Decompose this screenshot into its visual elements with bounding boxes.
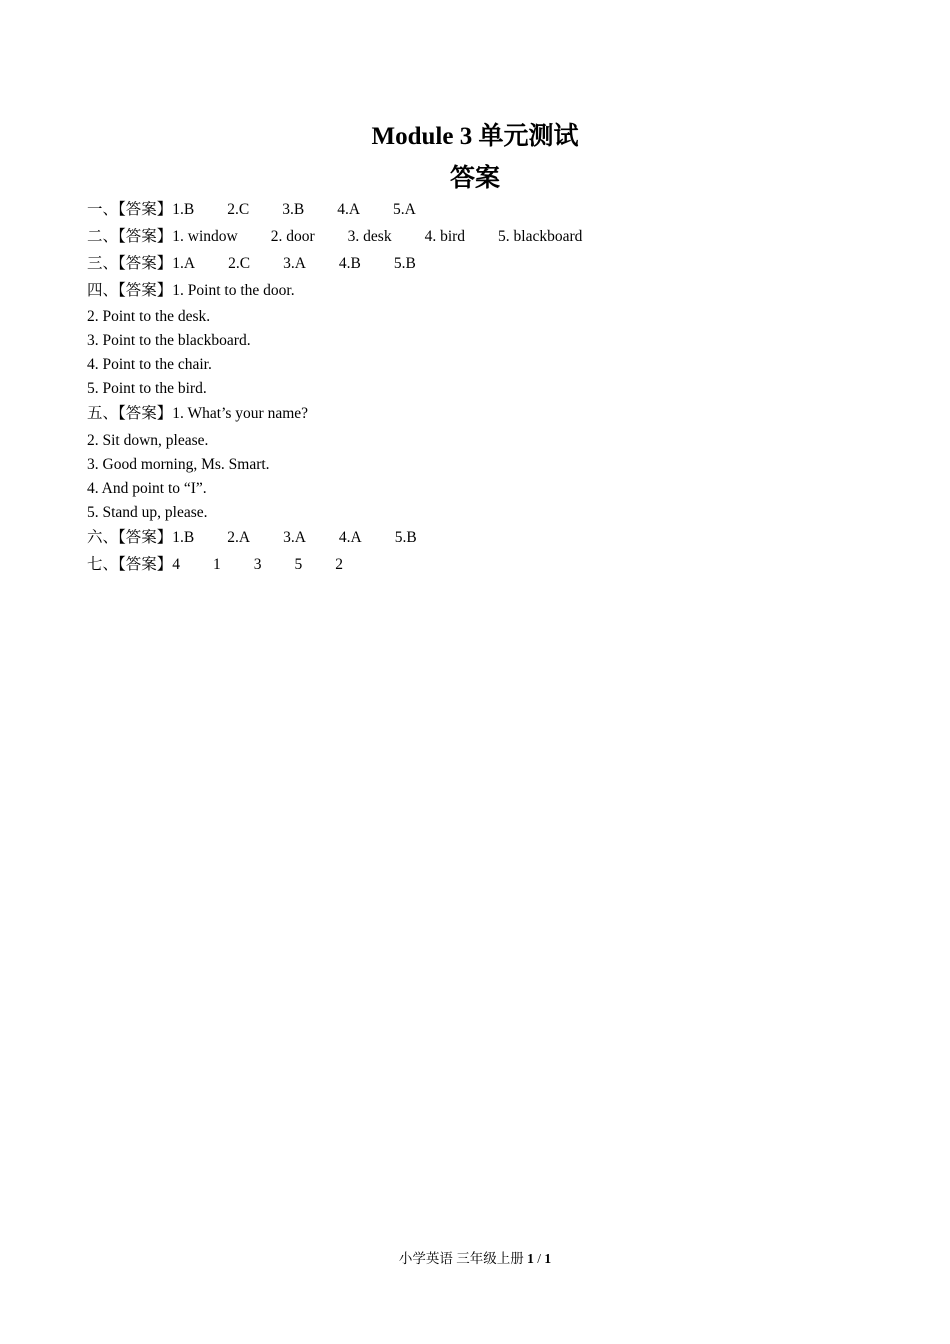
- answer-item: 3.A: [283, 255, 306, 272]
- answer-line: 4. Point to the chair.: [87, 356, 212, 373]
- section-number: 三、: [87, 255, 119, 272]
- answer-label: 【答案】: [118, 201, 173, 218]
- answer-line: 4. And point to “I”.: [87, 480, 207, 497]
- answer-item: 2: [335, 556, 344, 573]
- page-total: 1: [544, 1251, 552, 1266]
- page-footer: [0, 1247, 950, 1267]
- answer-item: 2.C: [227, 201, 250, 218]
- answer-item: 3. desk: [347, 228, 392, 245]
- answer-item: 1.B: [172, 201, 195, 218]
- answer-item: 1. What’s your name?: [172, 405, 309, 422]
- answer-label: 【答案】: [118, 228, 173, 245]
- answer-item: 1: [213, 556, 221, 573]
- answer-item: 5.B: [393, 255, 416, 272]
- answer-item: 4.A: [337, 201, 361, 218]
- answer-item: 1.B: [172, 529, 195, 546]
- page-subtitle: 答案: [449, 165, 500, 192]
- section-number: 一、: [87, 201, 119, 218]
- answer-label: 【答案】: [118, 556, 173, 573]
- answer-section-5: [87, 404, 308, 424]
- answer-line: 5. Stand up, please.: [87, 504, 208, 521]
- answer-item: 5. blackboard: [498, 228, 583, 245]
- answer-item: 5.B: [394, 529, 417, 546]
- answer-line: 2. Point to the desk.: [87, 308, 211, 325]
- answer-section-7: [87, 555, 343, 575]
- section-number: 二、: [87, 228, 119, 245]
- answer-item: 3.A: [283, 529, 306, 546]
- answer-item: 2.A: [227, 529, 251, 546]
- answer-line: 5. Point to the bird.: [87, 380, 207, 397]
- answer-section-1: [87, 200, 416, 220]
- section-number: 四、: [87, 282, 119, 299]
- answer-item: 4.B: [338, 255, 361, 272]
- answer-item: 5.A: [393, 201, 416, 218]
- page-title: Module 3 单元测试: [371, 123, 579, 150]
- answer-item: 4.A: [338, 529, 362, 546]
- footer-text: 小学英语 三年级上册: [398, 1251, 528, 1266]
- answer-item: 4: [172, 556, 181, 573]
- section-number: 五、: [87, 405, 119, 422]
- answer-item: 3.B: [282, 201, 305, 218]
- answer-section-2: [87, 227, 582, 247]
- answer-section-4: [87, 281, 295, 301]
- answer-item: 3: [253, 556, 262, 573]
- answer-label: 【答案】: [118, 405, 173, 422]
- answer-line: 2. Sit down, please.: [87, 432, 209, 449]
- answer-label: 【答案】: [118, 529, 173, 546]
- answer-label: 【答案】: [118, 282, 173, 299]
- answer-item: 2. door: [270, 228, 315, 245]
- answer-section-6: [87, 528, 417, 548]
- answer-item: 2.C: [228, 255, 251, 272]
- section-number: 六、: [87, 529, 119, 546]
- answer-item: 1. window: [172, 228, 238, 245]
- answer-line: 3. Point to the blackboard.: [87, 332, 251, 349]
- answer-item: 1.A: [172, 255, 196, 272]
- answer-line: 3. Good morning, Ms. Smart.: [87, 456, 270, 473]
- page-number: 1: [527, 1251, 534, 1266]
- answer-item: 5: [294, 556, 303, 573]
- page-separator: /: [533, 1251, 545, 1266]
- answer-item: 1. Point to the door.: [172, 282, 295, 299]
- section-number: 七、: [87, 556, 119, 573]
- answer-section-3: [87, 254, 416, 274]
- answer-item: 4. bird: [424, 228, 466, 245]
- answer-label: 【答案】: [118, 255, 173, 272]
